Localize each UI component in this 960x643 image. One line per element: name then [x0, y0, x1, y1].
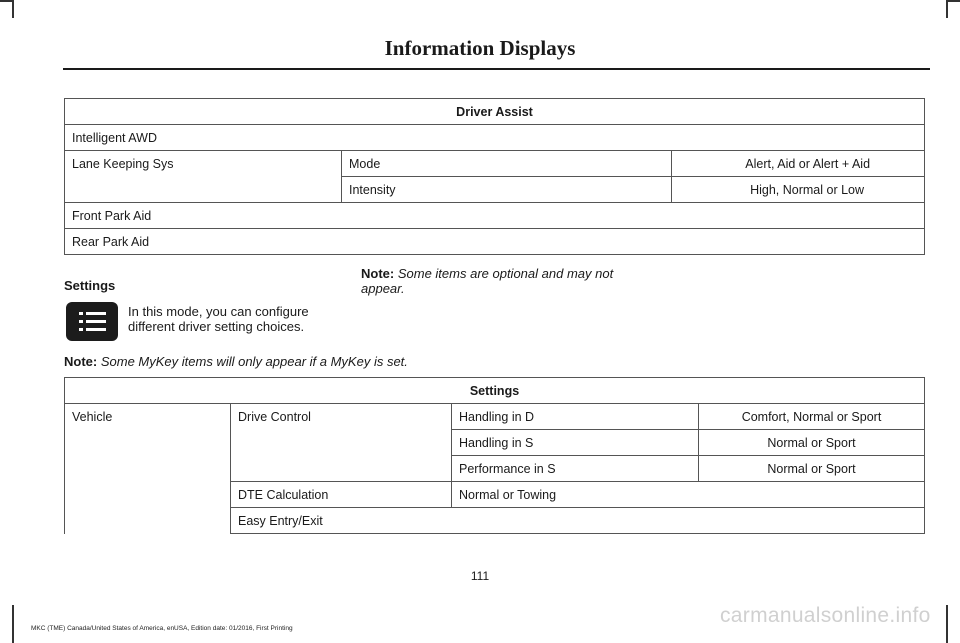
footer-text: MKC (TME) Canada/United States of America, enUSA, Edition date: 01/2016, First Printing	[31, 625, 293, 632]
table-header-row	[65, 378, 925, 404]
table-cell: Intensity	[342, 177, 672, 203]
crop-mark	[946, 0, 948, 18]
table-title: Driver Assist	[65, 99, 925, 125]
table-row	[65, 125, 925, 151]
menu-list-icon-graphic	[66, 302, 118, 341]
table-cell: Comfort, Normal or Sport	[699, 404, 925, 430]
table-cell: Intelligent AWD	[65, 125, 925, 151]
note-text: Some MyKey items will only appear if a MyKey is set.	[100, 354, 408, 369]
table-header-row	[65, 99, 925, 125]
note-mykey	[64, 354, 664, 369]
table-title: Settings	[65, 378, 925, 404]
table-row	[65, 404, 925, 430]
settings-heading: Settings	[64, 278, 116, 293]
table-cell: Performance in S	[452, 456, 699, 482]
header-rule	[63, 68, 930, 70]
table-cell: Normal or Sport	[699, 456, 925, 482]
page-number: 111	[470, 569, 490, 583]
note-optional	[361, 266, 641, 296]
table-cell: Easy Entry/Exit	[231, 508, 925, 534]
table-cell: Lane Keeping Sys	[65, 151, 342, 203]
watermark: carmanualsonline.info	[720, 604, 931, 627]
table-cell: Mode	[342, 151, 672, 177]
crop-mark	[946, 605, 948, 643]
table-cell: Normal or Sport	[699, 430, 925, 456]
table-row	[65, 203, 925, 229]
table-cell: Handling in S	[452, 430, 699, 456]
note-label: Note:	[64, 354, 98, 369]
crop-mark	[948, 0, 960, 2]
note-text: Some items are optional and may not appear.	[361, 266, 614, 296]
settings-table	[64, 377, 925, 534]
table-cell: Handling in D	[452, 404, 699, 430]
crop-mark	[12, 0, 14, 18]
driver-assist-table	[64, 98, 925, 255]
table-cell: High, Normal or Low	[672, 177, 925, 203]
table-cell: Alert, Aid or Alert + Aid	[672, 151, 925, 177]
table-cell: DTE Calculation	[231, 482, 452, 508]
table-cell: Normal or Towing	[452, 482, 925, 508]
crop-mark	[12, 605, 14, 643]
table-cell: Drive Control	[231, 404, 452, 482]
crop-mark	[0, 0, 12, 2]
table-cell: Rear Park Aid	[65, 229, 925, 255]
table-row	[65, 229, 925, 255]
table-cell: Vehicle	[65, 404, 231, 534]
table-cell: Front Park Aid	[65, 203, 925, 229]
section-title: Information Displays	[384, 36, 576, 60]
note-label: Note:	[361, 266, 395, 281]
settings-description: In this mode, you can configure different driver setting choices.	[128, 304, 309, 334]
menu-list-icon	[66, 302, 118, 341]
table-row	[65, 151, 925, 177]
